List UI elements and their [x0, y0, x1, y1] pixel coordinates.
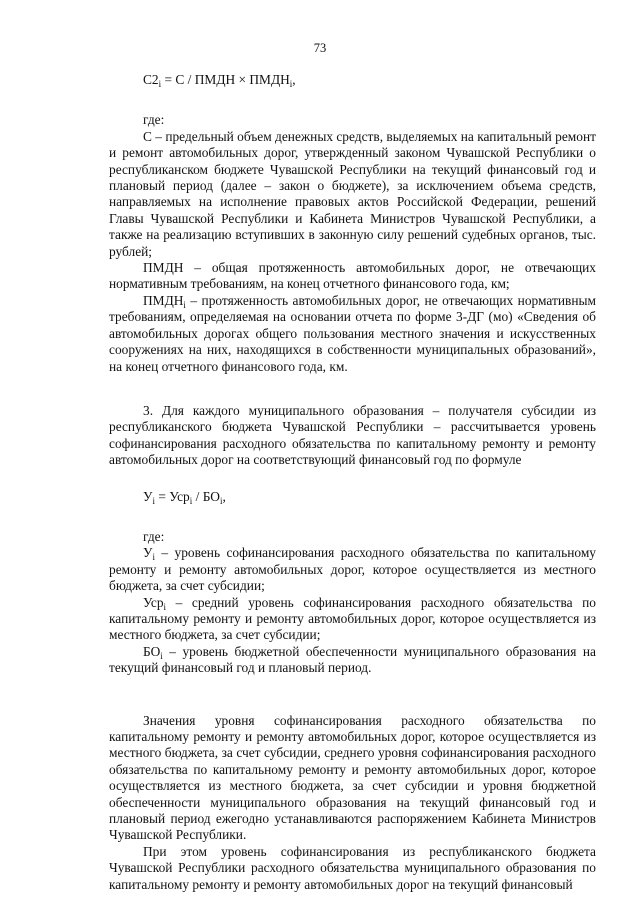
paragraph-last: При этом уровень софинансирования из республиканского бюджета Чувашской Республики расходного обязательства муниципального образования по капитальному ремонту и ремонту автомобильных дорог на текущий финансовый	[109, 843, 596, 892]
where-label-2: где:	[143, 528, 165, 544]
formula-u: $У_i = Уср_i / БО_i$,	[143, 488, 226, 506]
paragraph-values: Значения уровня софинансирования расходного обязательства по капитальному ремонту и ремонту автомобильных дорог, которое осуществляется из местного бюджета, за счет субсидии, среднего уровня софинансирования расходного обязательства по капитальному ремонту и ремонту автомобильных дорог, которое осуществляется из местного бюджета, за счет субсидии и уровня бюджетной обеспеченности муниципального образования на текущий финансовый год и плановый период ежегодно устанавливаются распоряжением Кабинета Министров Чувашской Республики.	[109, 712, 596, 843]
definition-pmdn: ПМДН – общая протяженность автомобильных дорог, не отвечающих нормативным требованиям, на конец отчетного финансового года, км;	[109, 260, 596, 292]
definition-pmdn-i: $ПМДН_i$ – протяженность автомобильных дорог, не отвечающих нормативным требованиям, определяемая на основании отчета по форме 3-ДГ (мо) «Сведения об автомобильных дорогах общего пользования местного значения и искусственных сооружениях на них, находящихся в собственности муниципальных образований», на конец отчетного финансового года, км.	[109, 292, 596, 374]
page-content	[109, 72, 596, 893]
formula-c2: $С2_i = С$ / ПМДН × $ПМДН_i$,	[143, 72, 296, 89]
page-number: 73	[313, 41, 327, 55]
definition-c: С – предельный объем денежных средств, выделяемых на капитальный ремонт и ремонт автомобильных дорог, утвержденный законом Чувашской Республики о республиканском бюджете Чувашской Республики на текущий финансовый год и плановый период (далее – закон о бюджете), за исключением объема средств, направляемых на исполнение правовых актов Российской Федерации, решений Главы Чувашской Республики и Кабинета Министров Чувашской Республики, а также на реализацию вступивших в законную силу решений судебных органов, тыс. рублей;	[109, 128, 596, 259]
where-label: где:	[143, 112, 165, 128]
definition-bo-i: $БО_i$ – уровень бюджетной обеспеченности муниципального образования на текущий финансовый год и плановый период.	[109, 643, 596, 676]
definition-u-i: $У_i$ – уровень софинансирования расходного обязательства по капитальному ремонту и ремонту автомобильных дорог, которое осуществляется из местного бюджета, за счет субсидии;	[109, 545, 596, 594]
item-3: 3. Для каждого муниципального образования – получателя субсидии из республиканского бюджета Чувашской Республики – рассчитывается уровень софинансирования расходного обязательства по капитальному ремонту и ремонту автомобильных дорог на соответствующий финансовый год по формуле	[109, 402, 596, 468]
definition-ucp-i: Уср$_i$ – средний уровень софинансирования расходного обязательства по капитальному ремонту и ремонту автомобильных дорог, которое осуществляется из местного бюджета, за счет субсидии;	[109, 594, 596, 643]
